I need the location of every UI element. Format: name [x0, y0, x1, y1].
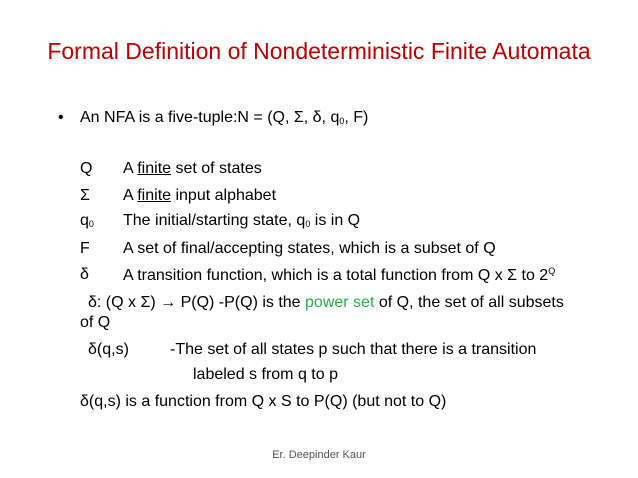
def-symbol-sigma: Σ [80, 187, 90, 204]
delta-powerset-line: δ: (Q x Σ) → P(Q) -P(Q) is the power set of Q, the set of all subsets [88, 294, 564, 311]
delta-qs-description-cont: labeled s from q to p [193, 366, 338, 383]
delta-qs-term: δ(q,s) [88, 341, 129, 358]
def-desc-q: A finite set of states [123, 160, 262, 177]
def-symbol-q: Q [80, 160, 93, 177]
def-symbol-delta: δ [80, 266, 89, 283]
footer-author: Er. Deepinder Kaur [272, 449, 366, 461]
delta-powerset-line-cont: of Q [80, 314, 111, 331]
def-desc-sigma: A finite input alphabet [123, 187, 277, 204]
delta-function-line: δ(q,s) is a function from Q x S to P(Q) (but not to Q) [80, 393, 447, 410]
def-symbol-q0: $q_0$ [80, 212, 94, 229]
def-desc-f: A set of final/accepting states, which is a subset of Q [123, 240, 496, 257]
delta-qs-description: -The set of all states p such that there is a transition [170, 341, 537, 358]
def-symbol-f: F [80, 240, 90, 257]
slide-title: Formal Definition of Nondeterministic Finite Automata [47, 38, 591, 64]
def-desc-q0: The initial/starting state, $q_0$ is in Q [123, 212, 361, 229]
power-set-term: power set [305, 294, 375, 311]
bullet-icon: • [58, 109, 64, 126]
def-desc-delta: A transition function, which is a total function from Q x Σ to $2^Q$ [123, 266, 556, 284]
nfa-definition-bullet: • An NFA is a five-tuple:N = (Q, Σ, δ, $q_0$, F) [58, 109, 369, 126]
